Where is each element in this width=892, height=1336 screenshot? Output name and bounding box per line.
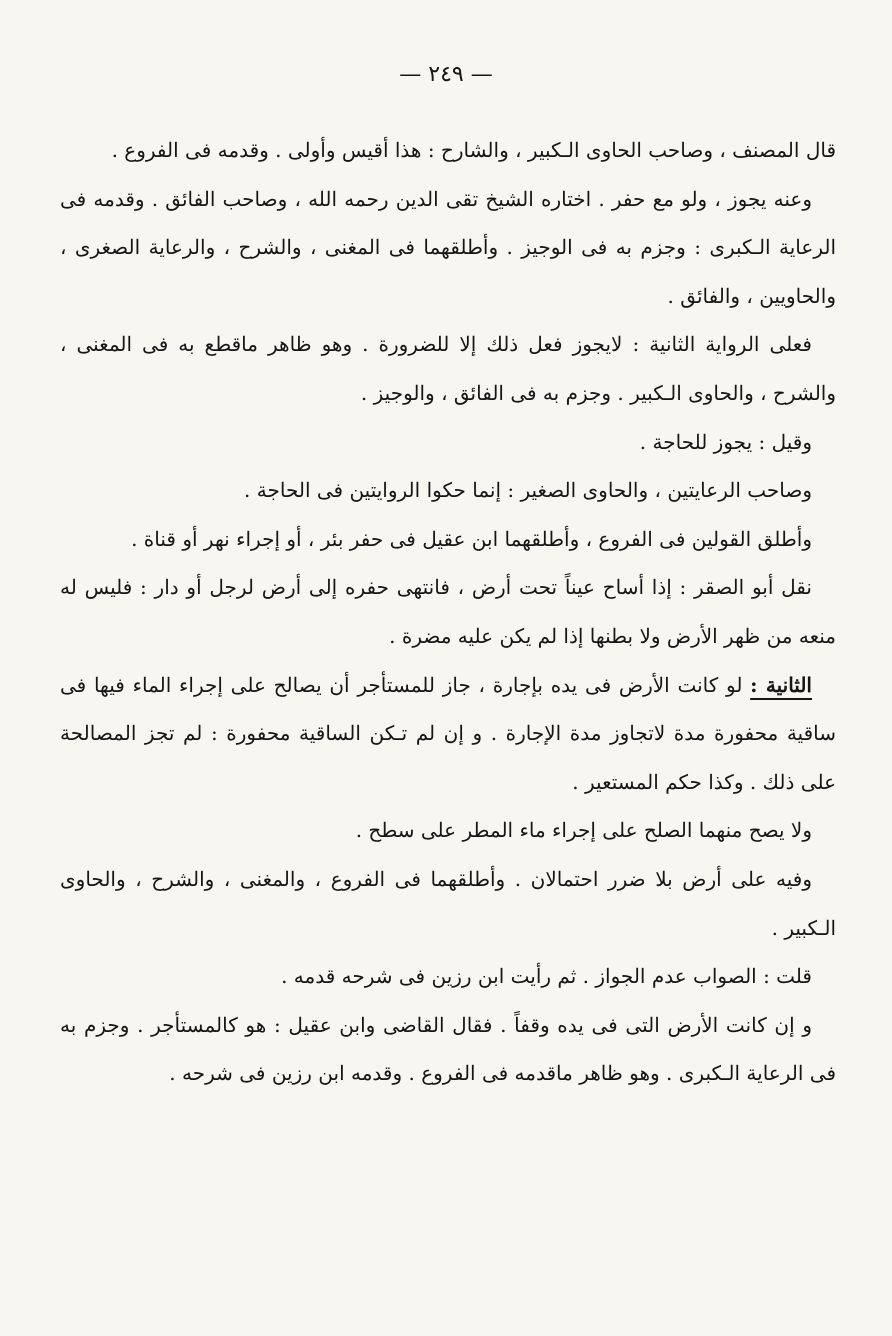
page-number: — ٢٤٩ — xyxy=(399,62,493,87)
section-lead: الثانية : xyxy=(750,672,812,697)
paragraph-7: نقل أبو الصقر : إذا أساح عيناً تحت أرض ، فانتهى حفره إلى أرض لرجل أو دار : فليس له منعه من ظهر الأرض ولا بطنها إذا لم يكن عليه مضرة . xyxy=(60,575,836,648)
paragraph-3: فعلى الرواية الثانية : لايجوز فعل ذلك إلا للضرورة . وهو ظاهر ماقطع به فى المغنى ، والشرح ، والحاوى الـكبير . وجزم به فى الفائق ، والوجيز . xyxy=(60,332,836,405)
paragraph-11: قلت : الصواب عدم الجواز . ثم رأيت ابن رزين فى شرحه قدمه . xyxy=(281,964,812,989)
body-text xyxy=(60,126,836,1098)
paragraph-12: و إن كانت الأرض التى فى يده وقفاً . فقال القاضى وابن عقيل : هو كالمستأجر . وجزم به فى الرعاية الـكبرى . وهو ظاهر ماقدمه فى الفروع . وقدمه ابن رزين فى شرحه . xyxy=(60,1012,836,1086)
paragraph-8-text: لو كانت الأرض فى يده بإجارة ، جاز للمستأجر أن يصالح على إجراء الماء فيها فى ساقية محفورة مدة لاتجاوز مدة الإجارة . و إن لم تـكن الساقية محفورة : لم تجز المصالحة على ذلك . وكذا حكم المستعير . xyxy=(60,672,836,794)
paragraph-9: ولا يصح منهما الصلح على إجراء ماء المطر على سطح . xyxy=(355,818,812,843)
paragraph-2: وعنه يجوز ، ولو مع حفر . اختاره الشيخ تقى الدين رحمه الله ، وصاحب الفائق . وقدمه فى الرعاية الـكبرى : وجزم به فى الوجيز . وأطلقهما فى المغنى ، والشرح ، والرعاية الصغرى ، والحاويين ، والفائق . xyxy=(60,186,836,308)
paragraph-6: وأطلق القولين فى الفروع ، وأطلقهما ابن عقيل فى حفر بئر ، أو إجراء نهر أو قناة . xyxy=(131,526,812,551)
paragraph-1: قال المصنف ، وصاحب الحاوى الـكبير ، والشارح : هذا أقيس وأولى . وقدمه فى الفروع . xyxy=(111,138,836,162)
paragraph-5: وصاحب الرعايتين ، والحاوى الصغير : إنما حكوا الروايتين فى الحاجة . xyxy=(244,478,812,503)
paragraph-10: وفيه على أرض بلا ضرر احتمالان . وأطلقهما فى الفروع ، والمغنى ، والشرح ، والحاوى الـكبير . xyxy=(60,866,836,940)
paragraph-4: وقيل : يجوز للحاجة . xyxy=(639,429,812,454)
paragraph-8 xyxy=(60,661,836,807)
